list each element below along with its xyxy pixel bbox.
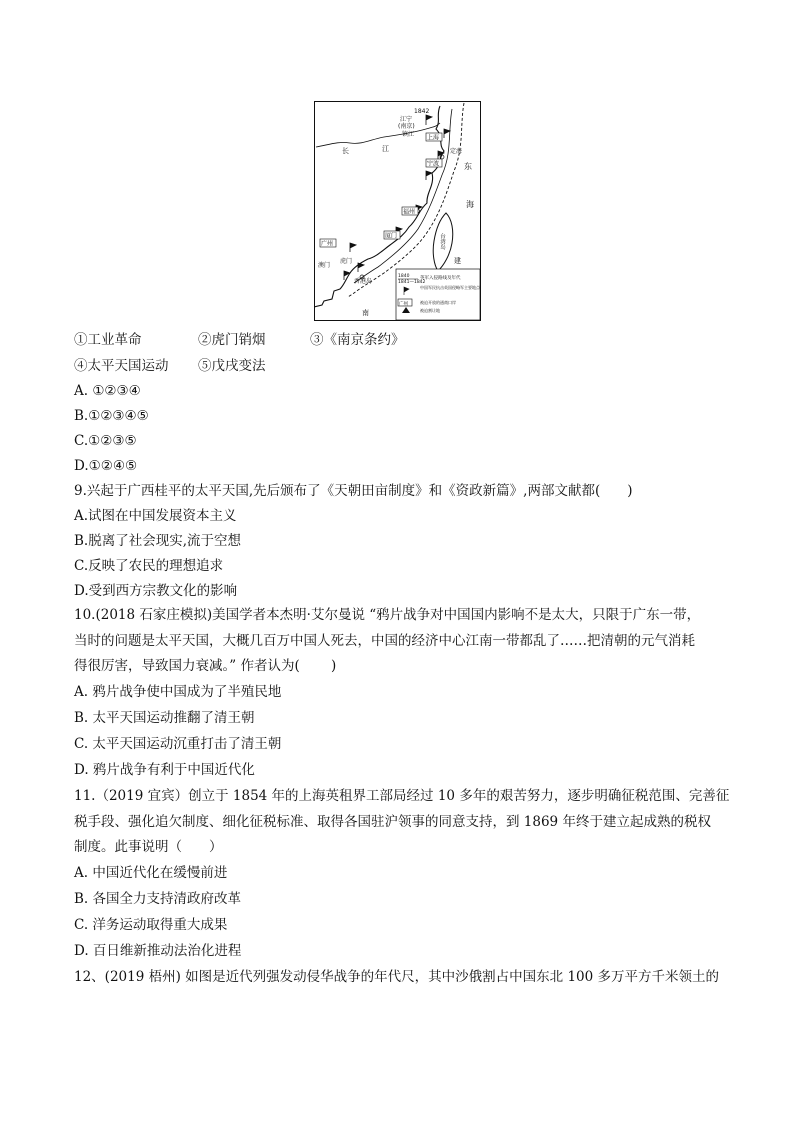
map-label-chang: 长 [342, 147, 349, 155]
q8-choice-d: D.①②④⑤ [74, 458, 138, 474]
q8-item-3: ③《南京条约》 [310, 332, 405, 348]
q8-options-row-1 [74, 331, 405, 349]
map-label-ningbo: 宁波 [427, 160, 440, 168]
q8-choice-b: B.①②③④⑤ [74, 408, 149, 424]
legend-route: 英军入侵路线及年代 [420, 276, 461, 281]
map-label-humen: 虎门 [340, 258, 353, 265]
legend-resist: 中国军民抗击英国侵略军主要地点 [420, 285, 480, 290]
q10-choice-d: D. 鸦片战争有利于中国近代化 [74, 762, 255, 778]
q10-stem-line-3: 得很厉害，导致国力衰减。” 作者认为( ) [74, 658, 337, 674]
q8-item-5: ⑤戊戌变法 [198, 358, 266, 374]
legend-ceded: 被迫割让地 [420, 308, 440, 313]
q11-stem-line-2: 税手段、强化追欠制度、细化征税标准、取得各国驻沪领事的同意支持，到 1869 年终于建立起成熟的税权 [74, 814, 711, 830]
q10-choice-c: C. 太平天国运动沉重打击了清王朝 [74, 736, 282, 752]
q9-choice-a: A.试图在中国发展资本主义 [74, 508, 237, 524]
map-label-guangzhou: 广州 [321, 240, 334, 248]
q9-stem: 9.兴起于广西桂平的太平天国,先后颁布了《天朝田亩制度》和《资政新篇》,两部文献都( ) [74, 483, 633, 499]
map-label-hai-east: 海 [466, 200, 474, 209]
q8-item-4: ④太平天国运动 [74, 358, 169, 374]
map-label-year: 1842 [414, 108, 430, 115]
map-label-dong: 东 [464, 162, 472, 171]
q10-choice-b: B. 太平天国运动推翻了清王朝 [74, 710, 255, 726]
map-label-nanjing: (南京) [398, 123, 415, 130]
q8-choice-a: A. ①②③④ [74, 383, 141, 399]
q8-options-row-2 [74, 357, 266, 375]
q10-stem-line-1: 10.(2018 石家庄模拟)美国学者本杰明·艾尔曼说 “鸦片战争对中国国内影响不是太大，只限于广东一带， [74, 607, 701, 623]
map-label-taiwan: 台湾岛 [439, 233, 445, 250]
map-label-zhenjiang: 镇江 [402, 131, 415, 138]
map-label-shanghai: 上海 [427, 134, 440, 142]
svg-text:1841—1842: 1841—1842 [398, 280, 426, 285]
map-label-jiang: 江 [382, 145, 389, 153]
q9-choice-c: C.反映了农民的理想追求 [74, 558, 224, 574]
q10-stem-line-2: 当时的问题是太平天国，大概几百万中国人死去，中国的经济中心江南一带都乱了……把清朝的元气消耗 [74, 633, 695, 649]
map-legend [396, 269, 481, 320]
map-label-aomen: 澳门 [318, 262, 331, 269]
map-label-jian: 建 [454, 257, 461, 265]
q11-choice-a: A. 中国近代化在缓慢前进 [74, 865, 228, 881]
map-label-jiangning: 江宁 [400, 116, 413, 123]
q8-item-2: ②虎门销烟 [198, 332, 266, 348]
map-label-xiamen: 厦门 [385, 232, 398, 240]
map-label-nan: 南 [362, 309, 369, 317]
q10-choice-a: A. 鸦片战争使中国成为了半殖民地 [74, 684, 282, 700]
legend-ports: 被迫开放的通商口岸 [420, 300, 456, 305]
q11-choice-b: B. 各国全力支持清政府改革 [74, 891, 242, 907]
map-label-dinghai: 定海 [450, 148, 463, 155]
svg-text:1840: 1840 [398, 274, 410, 279]
q12-stem-line-1: 12、(2019 梧州) 如图是近代列强发动侵华战争的年代尺，其中沙俄割占中国东北 100 多万平方千米领土的 [74, 969, 719, 985]
q9-choice-d: D.受到西方宗教文化的影响 [74, 583, 238, 599]
map-label-hongkong: 香港岛 [354, 278, 373, 285]
q11-choice-c: C. 洋务运动取得重大成果 [74, 917, 228, 933]
q8-choice-c: C.①②③⑤ [74, 433, 137, 449]
q9-choice-b: B.脱离了社会现实,流于空想 [74, 533, 242, 549]
q11-choice-d: D. 百日维新推动法治化进程 [74, 943, 242, 959]
q11-stem-line-1: 11.（2019 宜宾）创立于 1854 年的上海英租界工部局经过 10 多年的艰苦努力，逐步明确征税范围、完善征 [74, 788, 730, 804]
svg-text:广州: 广州 [399, 302, 408, 307]
opium-war-map [314, 101, 481, 321]
map-label-fuzhou: 福州 [403, 208, 416, 216]
q11-stem-line-3: 制度。此事说明（ ） [74, 839, 223, 855]
q8-item-1: ①工业革命 [74, 332, 142, 348]
